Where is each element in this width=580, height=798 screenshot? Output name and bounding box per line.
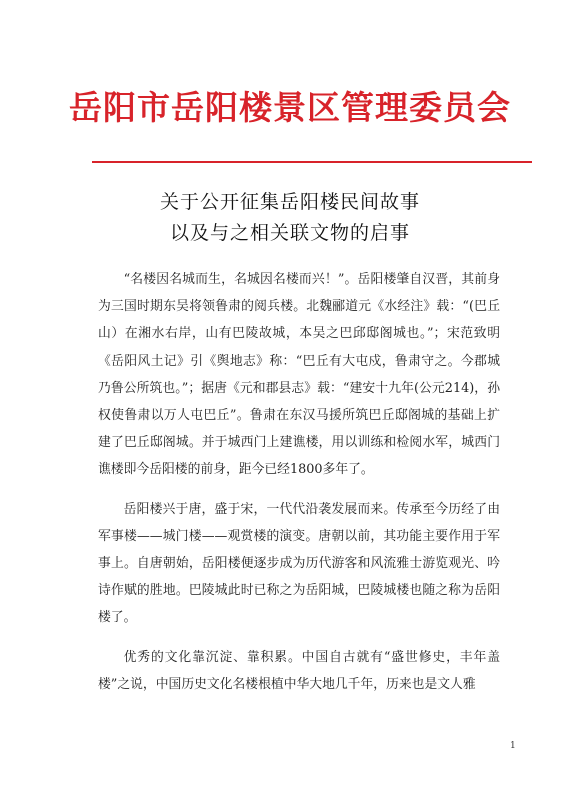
document-body <box>98 266 500 710</box>
document-title-line-2: 以及与之相关联文物的启事 <box>169 222 410 244</box>
body-paragraph: 岳阳楼兴于唐，盛于宋，一代代沿袭发展而来。传承至今历经了由军事楼——城门楼——观赏楼的演变。唐朝以前，其功能主要作用于军事上。自唐朝始，岳阳楼便逐步成为历代游客和风流雅士游览观光、吟诗作赋的胜地。巴陵城此时已称之为岳阳城，巴陵城楼也随之称为岳阳楼了。 <box>98 501 500 626</box>
document-title-line-1: 关于公开征集岳阳楼民间故事 <box>159 191 420 213</box>
letterhead-title: 岳阳市岳阳楼景区管理委员会 <box>69 88 511 127</box>
body-paragraph: “名楼因名城而生，名城因名楼而兴！”。岳阳楼肇自汉晋，其前身为三国时期东吴将领鲁肃的阅兵楼。北魏郦道元《水经注》载：“(巴丘山）在湘水右岸，山有巴陵故城，本吴之巴邱邸阁城也。”；宋范致明《岳阳风土记》引《舆地志》称：“巴丘有大屯戍，鲁肃守之。今郡城乃鲁公所筑也。”；据唐《元和郡县志》载：“建安十九年(公元214)，孙权使鲁肃以万人屯巴丘”。鲁肃在东汉马援所筑巴丘邸阁城的基础上扩建了巴丘邸阁城。并于城西门上建谯楼，用以训练和检阅水军，城西门谯楼即今岳阳楼的前身，距今已经1800多年了。 <box>98 272 500 478</box>
body-paragraph: 优秀的文化靠沉淀、靠积累。中国自古就有“盛世修史，丰年盖楼”之说，中国历史文化名楼根植中华大地几千年，历来也是文人雅 <box>98 649 500 692</box>
page-number: 1 <box>510 741 516 751</box>
letterhead-divider <box>92 161 532 163</box>
